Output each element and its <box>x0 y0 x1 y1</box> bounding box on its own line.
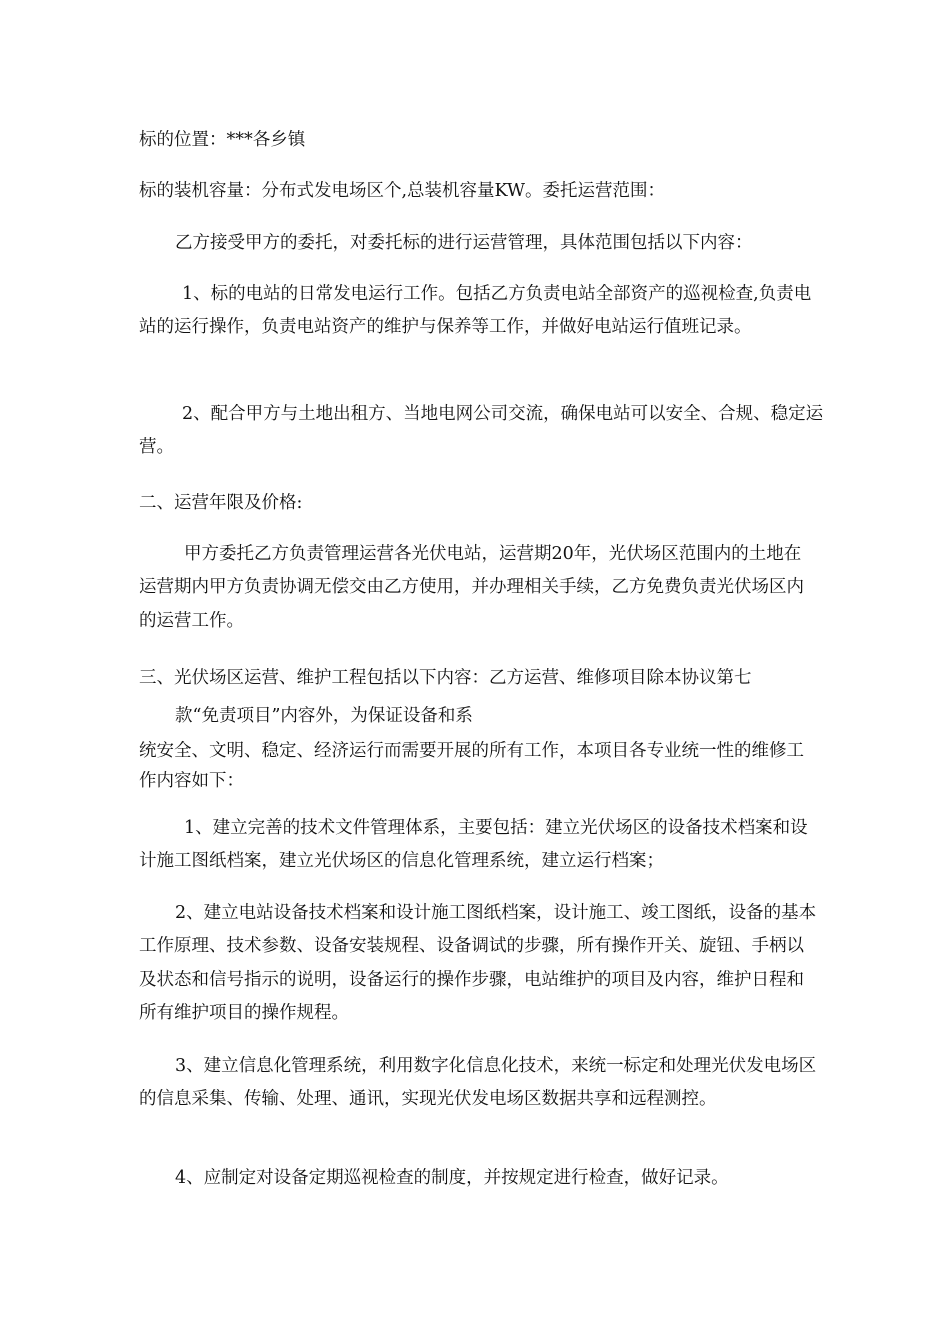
maintenance-item-2: 2、建立电站设备技术档案和设计施工图纸档案，设计施工、竣工图纸，设备的基本工作原理、技术参数、设备安装规程、设备调试的步骤，所有操作开关、旋钮、手柄以及状态和信号指示的说明，设备运行的操作步骤，电站维护的项目及内容，维护日程和所有维护项目的操作规程。 <box>139 903 817 1023</box>
maintenance-item-1: 1、建立完善的技术文件管理体系，主要包括：建立光伏场区的设备技术档案和设计施工图纸档案，建立光伏场区的信息化管理系统，建立运行档案； <box>139 818 808 872</box>
maintenance-item-4: 4、应制定对设备定期巡视检查的制度，并按规定进行检查，做好记录。 <box>175 1168 729 1188</box>
section-3-heading-line-1: 三、光伏场区运营、维护工程包括以下内容：乙方运营、维修项目除本协议第七 <box>139 668 752 688</box>
maintenance-item-3: 3、建立信息化管理系统，利用数字化信息化技术，来统一标定和处理光伏发电场区的信息采集、传输、处理、通讯，实现光伏发电场区数据共享和远程测控。 <box>139 1056 817 1110</box>
scope-item-2: 2、配合甲方与土地出租方、当地电网公司交流，确保电站可以安全、合规、稳定运营。 <box>139 404 824 458</box>
capacity-line: 标的装机容量：分布式发电场区个,总装机容量KW。委托运营范围： <box>139 181 665 201</box>
section-2-body: 甲方委托乙方负责管理运营各光伏电站，运营期20年，光伏场区范围内的土地在运营期内甲方负责协调无偿交由乙方使用，并办理相关手续，乙方免费负责光伏场区内的运营工作。 <box>139 544 804 631</box>
section-3-heading-line-2: 款“免责项目”内容外，为保证设备和系 <box>175 706 473 726</box>
scope-item-1: 1、标的电站的日常发电运行工作。包括乙方负责电站全部资产的巡视检查,负责电站的运行操作，负责电站资产的维护与保养等工作，并做好电站运行值班记录。 <box>139 284 812 338</box>
scope-intro: 乙方接受甲方的委托，对委托标的进行运营管理，具体范围包括以下内容： <box>175 233 753 253</box>
section-3-heading-line-3: 统安全、文明、稳定、经济运行而需要开展的所有工作，本项目各专业统一性的维修工作内容如下： <box>139 741 804 791</box>
section-2-heading: 二、运营年限及价格: <box>139 493 303 513</box>
location-line: 标的位置：***各乡镇 <box>139 130 306 150</box>
